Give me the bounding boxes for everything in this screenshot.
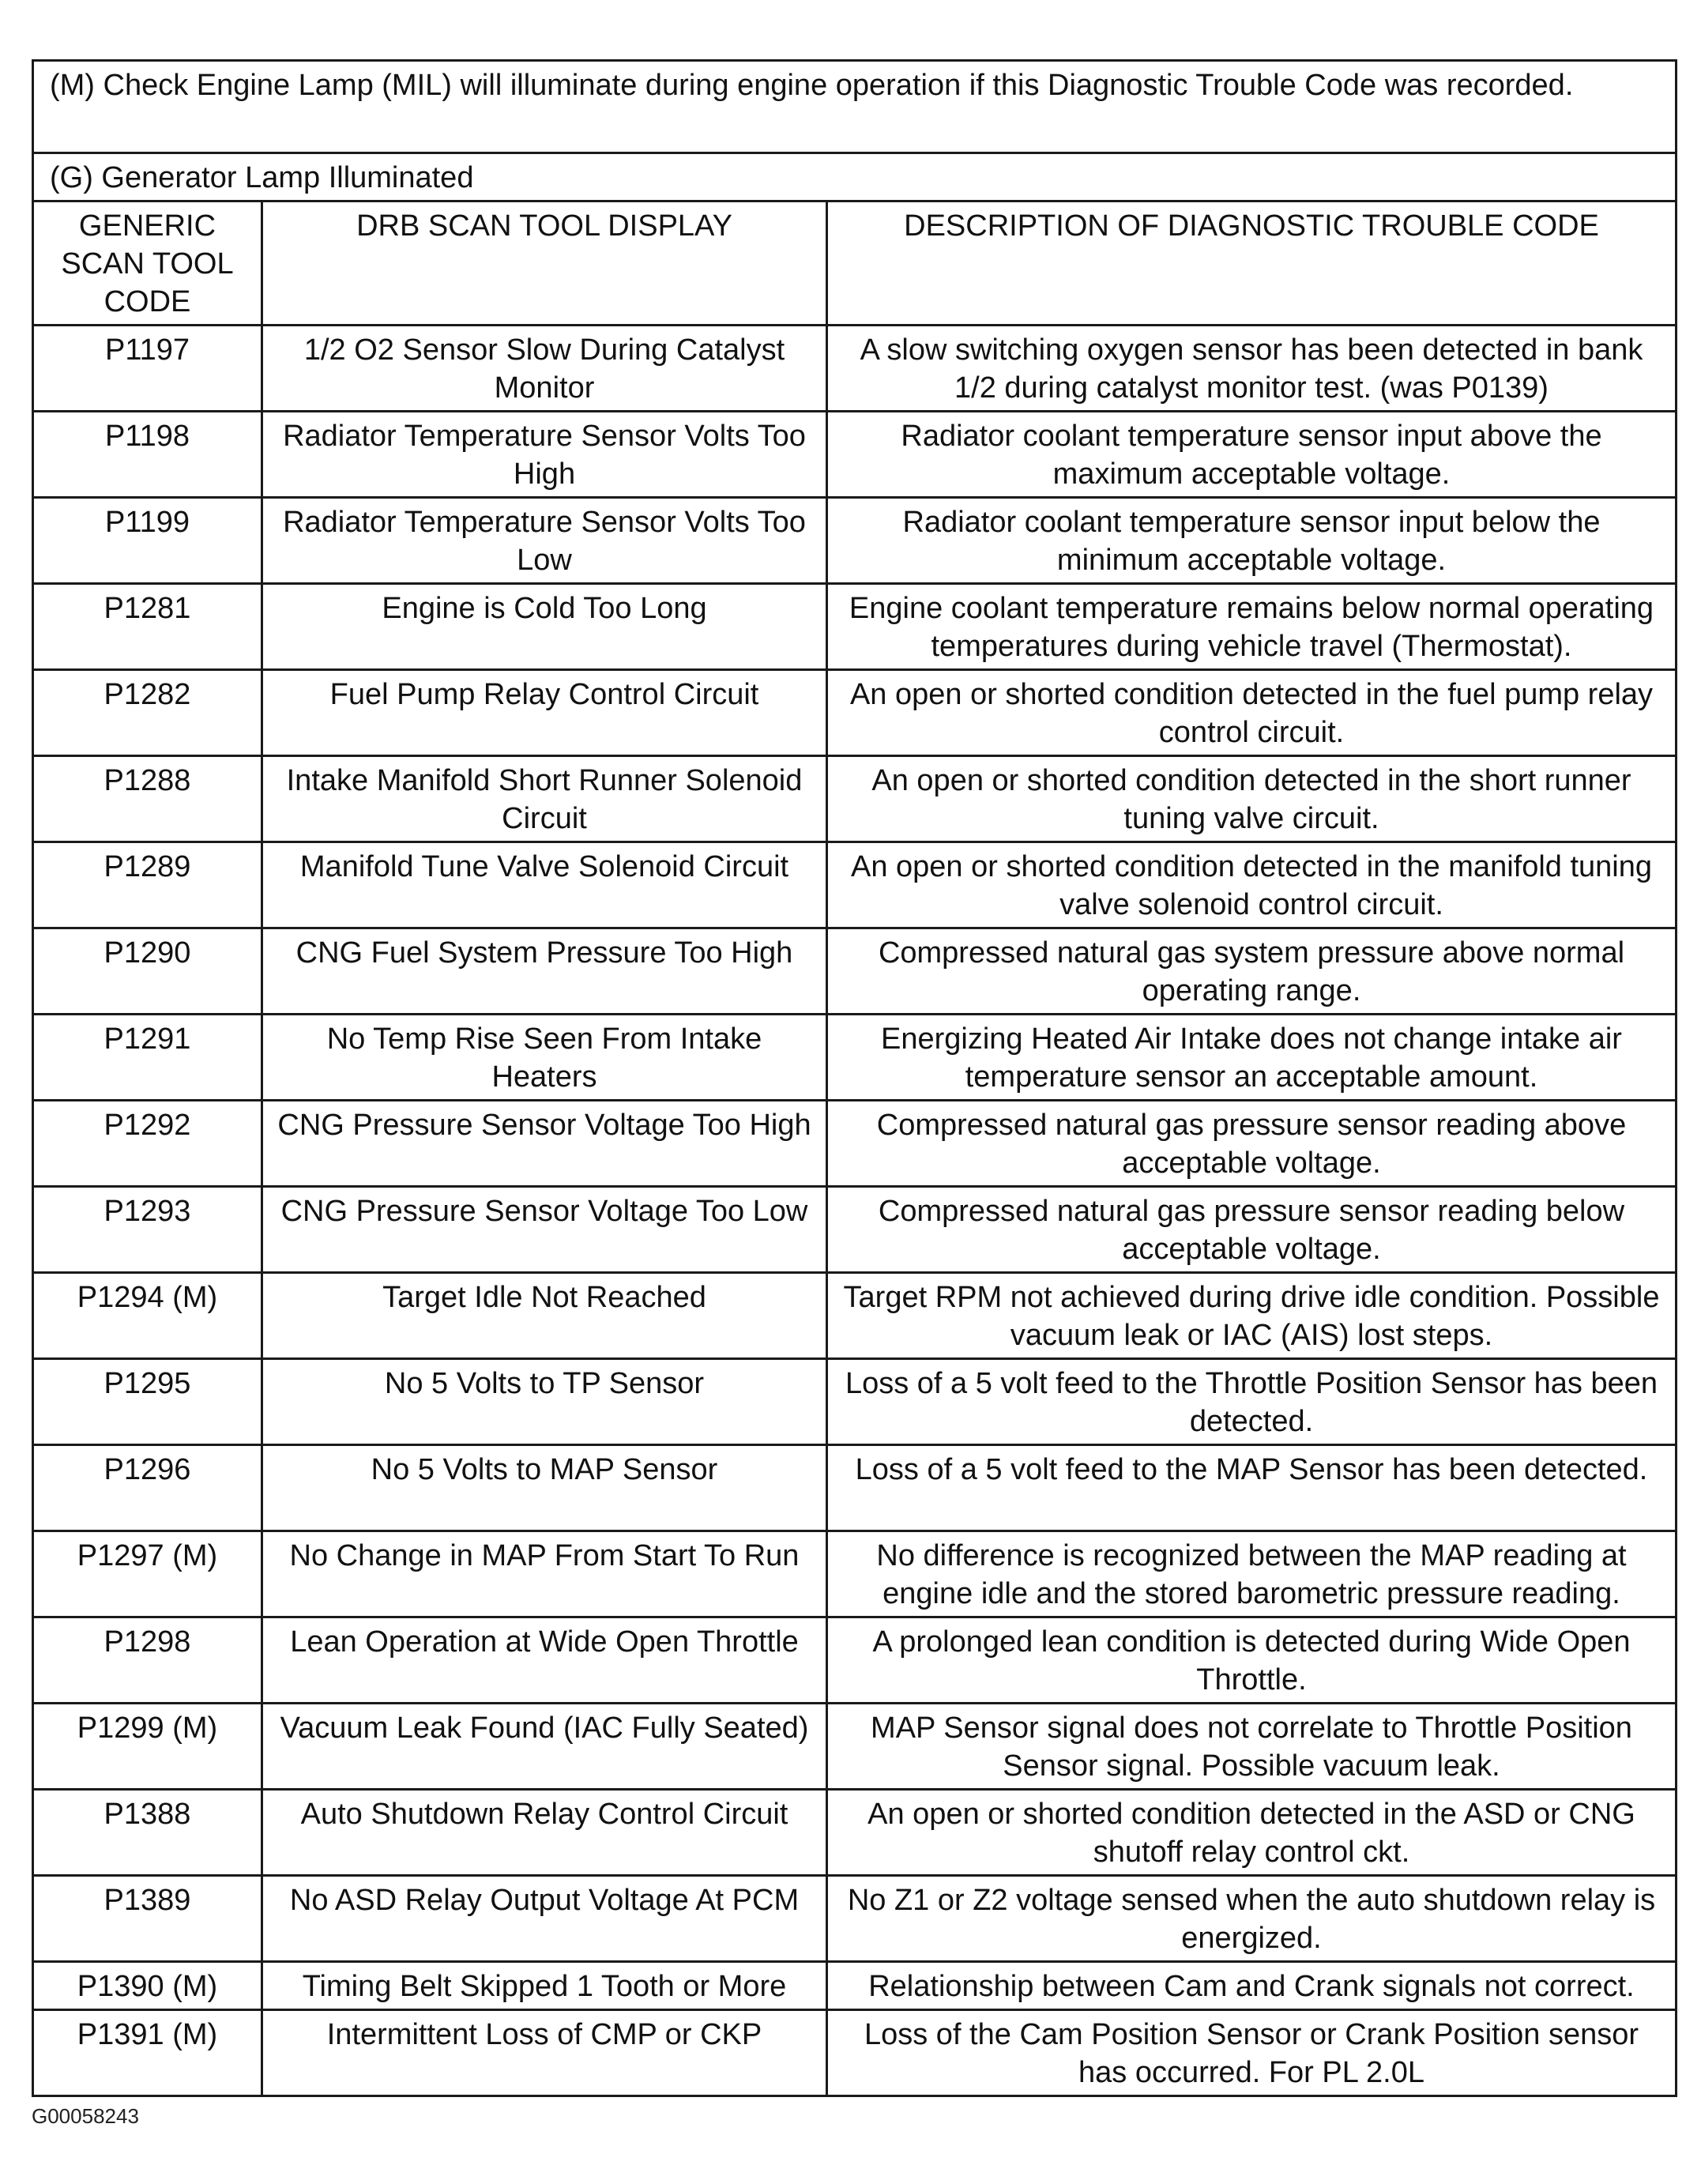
drb-display-cell: CNG Pressure Sensor Voltage Too High bbox=[262, 1101, 827, 1187]
header-row bbox=[33, 201, 1677, 326]
code-cell: P1297 (M) bbox=[33, 1531, 262, 1617]
drb-display-cell: Intake Manifold Short Runner Solenoid Circuit bbox=[262, 756, 827, 842]
drb-display-cell: No ASD Relay Output Voltage At PCM bbox=[262, 1876, 827, 1962]
drb-display-cell: 1/2 O2 Sensor Slow During Catalyst Monitor bbox=[262, 326, 827, 412]
description-cell: Compressed natural gas pressure sensor reading below acceptable voltage. bbox=[827, 1187, 1677, 1273]
description-cell: Compressed natural gas pressure sensor reading above acceptable voltage. bbox=[827, 1101, 1677, 1187]
code-cell: P1290 bbox=[33, 928, 262, 1015]
drb-display-cell: No 5 Volts to TP Sensor bbox=[262, 1359, 827, 1445]
table-row bbox=[33, 1101, 1677, 1187]
drb-display-cell: Radiator Temperature Sensor Volts Too Low bbox=[262, 498, 827, 584]
drb-display-cell: Lean Operation at Wide Open Throttle bbox=[262, 1617, 827, 1704]
drb-display-cell: Vacuum Leak Found (IAC Fully Seated) bbox=[262, 1704, 827, 1790]
code-cell: P1289 bbox=[33, 842, 262, 928]
description-cell: Loss of a 5 volt feed to the Throttle Position Sensor has been detected. bbox=[827, 1359, 1677, 1445]
table-row bbox=[33, 1187, 1677, 1273]
drb-display-cell: Target Idle Not Reached bbox=[262, 1273, 827, 1359]
dtc-table bbox=[32, 59, 1677, 2097]
dtc-document bbox=[32, 59, 1675, 2097]
code-cell: P1296 bbox=[33, 1445, 262, 1531]
code-cell: P1292 bbox=[33, 1101, 262, 1187]
code-cell: P1199 bbox=[33, 498, 262, 584]
table-row bbox=[33, 1273, 1677, 1359]
description-cell: A slow switching oxygen sensor has been detected in bank 1/2 during catalyst monitor test. (was P0139) bbox=[827, 326, 1677, 412]
description-cell: An open or shorted condition detected in the fuel pump relay control circuit. bbox=[827, 670, 1677, 756]
code-cell: P1391 (M) bbox=[33, 2010, 262, 2096]
table-row bbox=[33, 1962, 1677, 2010]
table-row bbox=[33, 1617, 1677, 1704]
table-row bbox=[33, 842, 1677, 928]
description-cell: No Z1 or Z2 voltage sensed when the auto shutdown relay is energized. bbox=[827, 1876, 1677, 1962]
description-cell: Compressed natural gas system pressure above normal operating range. bbox=[827, 928, 1677, 1015]
figure-id: G00058243 bbox=[32, 2104, 139, 2128]
table-row bbox=[33, 1015, 1677, 1101]
description-cell: An open or shorted condition detected in the ASD or CNG shutoff relay control ckt. bbox=[827, 1790, 1677, 1876]
note-mil: (M) Check Engine Lamp (MIL) will illuminate during engine operation if this Diagnostic Trouble Code was recorded. bbox=[33, 61, 1677, 153]
note-row-mil bbox=[33, 61, 1677, 153]
drb-display-cell: No Change in MAP From Start To Run bbox=[262, 1531, 827, 1617]
description-cell: Target RPM not achieved during drive idle condition. Possible vacuum leak or IAC (AIS) lost steps. bbox=[827, 1273, 1677, 1359]
table-row bbox=[33, 1790, 1677, 1876]
table-row bbox=[33, 1876, 1677, 1962]
drb-display-cell: Fuel Pump Relay Control Circuit bbox=[262, 670, 827, 756]
table-row bbox=[33, 584, 1677, 670]
drb-display-cell: Manifold Tune Valve Solenoid Circuit bbox=[262, 842, 827, 928]
description-cell: Loss of a 5 volt feed to the MAP Sensor has been detected. bbox=[827, 1445, 1677, 1531]
code-cell: P1198 bbox=[33, 412, 262, 498]
description-cell: MAP Sensor signal does not correlate to Throttle Position Sensor signal. Possible vacuum leak. bbox=[827, 1704, 1677, 1790]
drb-display-cell: CNG Pressure Sensor Voltage Too Low bbox=[262, 1187, 827, 1273]
description-cell: A prolonged lean condition is detected during Wide Open Throttle. bbox=[827, 1617, 1677, 1704]
code-cell: P1288 bbox=[33, 756, 262, 842]
code-cell: P1388 bbox=[33, 1790, 262, 1876]
description-cell: Energizing Heated Air Intake does not change intake air temperature sensor an acceptable amount. bbox=[827, 1015, 1677, 1101]
description-cell: Radiator coolant temperature sensor input above the maximum acceptable voltage. bbox=[827, 412, 1677, 498]
drb-display-cell: Radiator Temperature Sensor Volts Too High bbox=[262, 412, 827, 498]
code-cell: P1299 (M) bbox=[33, 1704, 262, 1790]
note-row-generator bbox=[33, 153, 1677, 201]
code-cell: P1291 bbox=[33, 1015, 262, 1101]
drb-display-cell: Timing Belt Skipped 1 Tooth or More bbox=[262, 1962, 827, 2010]
description-cell: An open or shorted condition detected in the short runner tuning valve circuit. bbox=[827, 756, 1677, 842]
drb-display-cell: Engine is Cold Too Long bbox=[262, 584, 827, 670]
description-cell: Loss of the Cam Position Sensor or Crank Position sensor has occurred. For PL 2.0L bbox=[827, 2010, 1677, 2096]
header-code: GENERIC SCAN TOOL CODE bbox=[33, 201, 262, 326]
description-cell: An open or shorted condition detected in the manifold tuning valve solenoid control circuit. bbox=[827, 842, 1677, 928]
drb-display-cell: CNG Fuel System Pressure Too High bbox=[262, 928, 827, 1015]
code-cell: P1390 (M) bbox=[33, 1962, 262, 2010]
table-row bbox=[33, 670, 1677, 756]
code-cell: P1294 (M) bbox=[33, 1273, 262, 1359]
description-cell: Engine coolant temperature remains below normal operating temperatures during vehicle travel (Thermostat). bbox=[827, 584, 1677, 670]
code-cell: P1282 bbox=[33, 670, 262, 756]
table-row bbox=[33, 2010, 1677, 2096]
code-cell: P1293 bbox=[33, 1187, 262, 1273]
code-cell: P1281 bbox=[33, 584, 262, 670]
table-row bbox=[33, 1531, 1677, 1617]
header-drb: DRB SCAN TOOL DISPLAY bbox=[262, 201, 827, 326]
table-row bbox=[33, 498, 1677, 584]
description-cell: No difference is recognized between the MAP reading at engine idle and the stored barometric pressure reading. bbox=[827, 1531, 1677, 1617]
code-cell: P1389 bbox=[33, 1876, 262, 1962]
table-row bbox=[33, 1359, 1677, 1445]
header-description: DESCRIPTION OF DIAGNOSTIC TROUBLE CODE bbox=[827, 201, 1677, 326]
note-generator: (G) Generator Lamp Illuminated bbox=[33, 153, 1677, 201]
description-cell: Radiator coolant temperature sensor input below the minimum acceptable voltage. bbox=[827, 498, 1677, 584]
table-row bbox=[33, 1445, 1677, 1531]
table-row bbox=[33, 928, 1677, 1015]
code-cell: P1295 bbox=[33, 1359, 262, 1445]
table-row bbox=[33, 1704, 1677, 1790]
code-cell: P1298 bbox=[33, 1617, 262, 1704]
drb-display-cell: Intermittent Loss of CMP or CKP bbox=[262, 2010, 827, 2096]
drb-display-cell: No 5 Volts to MAP Sensor bbox=[262, 1445, 827, 1531]
code-cell: P1197 bbox=[33, 326, 262, 412]
description-cell: Relationship between Cam and Crank signals not correct. bbox=[827, 1962, 1677, 2010]
table-row bbox=[33, 756, 1677, 842]
drb-display-cell: No Temp Rise Seen From Intake Heaters bbox=[262, 1015, 827, 1101]
table-row bbox=[33, 326, 1677, 412]
drb-display-cell: Auto Shutdown Relay Control Circuit bbox=[262, 1790, 827, 1876]
table-row bbox=[33, 412, 1677, 498]
